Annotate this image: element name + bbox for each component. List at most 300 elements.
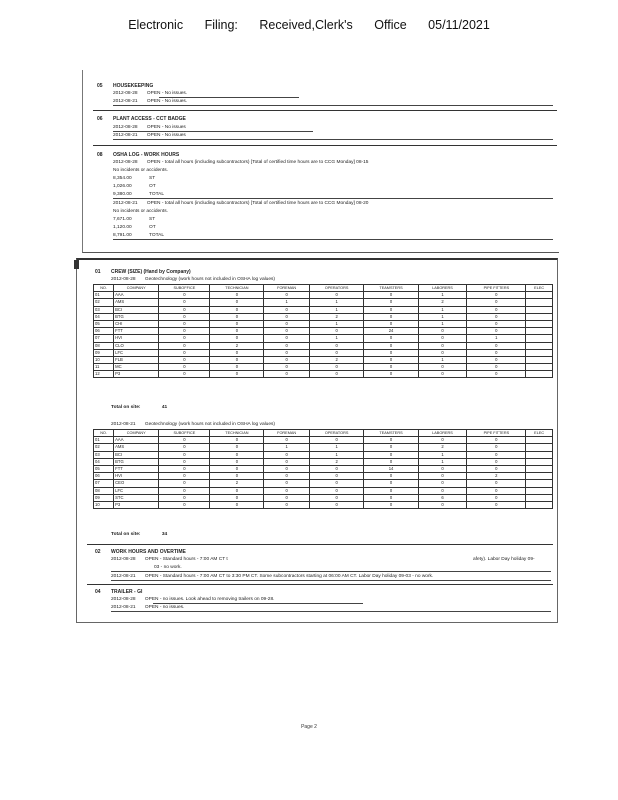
count-cell: [526, 371, 553, 378]
count-cell: 0: [159, 313, 210, 320]
crew-table-2: [93, 429, 553, 509]
row-number-cell: 06: [94, 328, 114, 335]
count-cell: 0: [467, 487, 526, 494]
hours-label: TOTAL: [149, 233, 165, 238]
count-cell: [526, 342, 553, 349]
count-cell: 1: [309, 299, 364, 306]
count-cell: 2: [418, 299, 467, 306]
log-text: OPEN - No issues: [146, 133, 186, 138]
row-number-cell: 04: [94, 458, 114, 465]
count-cell: [526, 473, 553, 480]
count-cell: 0: [418, 437, 467, 444]
count-cell: 0: [264, 292, 309, 299]
count-cell: 0: [264, 473, 309, 480]
row-number-cell: 03: [94, 451, 114, 458]
count-cell: 0: [264, 451, 309, 458]
count-cell: 2: [210, 480, 264, 487]
underline: [111, 611, 551, 612]
count-cell: 1: [418, 313, 467, 320]
count-cell: 0: [309, 465, 364, 472]
table-date: 2012-08-21: [111, 422, 136, 427]
col-header: NO.: [94, 285, 114, 292]
count-cell: 0: [467, 306, 526, 313]
count-cell: 1: [418, 320, 467, 327]
log-row: [113, 160, 368, 165]
count-cell: 0: [210, 494, 264, 501]
count-cell: 0: [210, 328, 264, 335]
count-cell: 6: [418, 494, 467, 501]
table-row: [94, 444, 553, 451]
hours-label: ST: [149, 176, 156, 181]
count-cell: 0: [264, 342, 309, 349]
total-value: 41: [161, 405, 168, 410]
count-cell: 0: [364, 292, 418, 299]
count-cell: 0: [264, 371, 309, 378]
company-cell: FLB: [114, 356, 159, 363]
table-row: [94, 480, 553, 487]
count-cell: 0: [159, 487, 210, 494]
log-text: OPEN - Standard hours - 7:00 AM CT t: [144, 557, 228, 562]
table-caption: Geotechnology (work hours not included in OSHA log values): [144, 277, 276, 282]
count-cell: 0: [210, 458, 264, 465]
log-text: OPEN - no issues. Look ahead to removing trailers on 09-28.: [144, 597, 275, 602]
log-row: [113, 99, 187, 104]
col-header: LABORERS: [418, 430, 467, 437]
section-divider: [93, 110, 557, 111]
count-cell: 0: [467, 444, 526, 451]
company-cell: BCI: [114, 306, 159, 313]
count-cell: [526, 487, 553, 494]
count-cell: 1: [418, 306, 467, 313]
count-cell: [526, 292, 553, 299]
hours-value: 8,791.00: [113, 233, 132, 238]
count-cell: 0: [159, 494, 210, 501]
row-number-cell: 02: [94, 444, 114, 451]
count-cell: 0: [159, 451, 210, 458]
count-cell: 0: [210, 320, 264, 327]
crew-table-2-body: [94, 437, 553, 509]
table-row: [94, 342, 553, 349]
company-cell: P3: [114, 501, 159, 508]
company-cell: LFC: [114, 349, 159, 356]
total-label: Total on site:: [111, 532, 141, 537]
count-cell: 0: [264, 320, 309, 327]
log-text: OPEN - total all hours (including subcontractors) [Total of certified time hours are to CCG Monday] 08-15: [146, 160, 369, 165]
company-cell: AMS: [114, 444, 159, 451]
count-cell: 0: [264, 306, 309, 313]
count-cell: 0: [210, 349, 264, 356]
count-cell: 0: [210, 335, 264, 342]
company-cell: HVI: [114, 335, 159, 342]
section-title: WORK HOURS AND OVERTIME: [111, 549, 186, 555]
count-cell: 0: [364, 349, 418, 356]
section-number: 08: [97, 152, 103, 158]
count-cell: [526, 335, 553, 342]
hours-row: [113, 192, 165, 197]
count-cell: 0: [467, 494, 526, 501]
log-date: 2012-08-28: [113, 91, 138, 96]
count-cell: 1: [418, 458, 467, 465]
col-header: TEAMSTERS: [364, 285, 418, 292]
count-cell: 0: [364, 335, 418, 342]
row-number-cell: 05: [94, 465, 114, 472]
count-cell: 0: [467, 328, 526, 335]
underline: [111, 571, 551, 572]
section-number: 06: [97, 116, 103, 122]
count-cell: 0: [210, 473, 264, 480]
count-cell: 0: [159, 465, 210, 472]
section-number: 01: [95, 269, 101, 275]
log-date: 2012-08-28: [113, 160, 138, 165]
table-row: [94, 371, 553, 378]
count-cell: 0: [264, 501, 309, 508]
count-cell: 0: [210, 299, 264, 306]
total-label: Total on site:: [111, 405, 141, 410]
log-date: 2012-08-21: [111, 605, 136, 610]
hours-value: 1,120.00: [113, 225, 132, 230]
count-cell: 0: [159, 292, 210, 299]
count-cell: 0: [210, 356, 264, 363]
count-cell: 0: [264, 335, 309, 342]
count-cell: [526, 320, 553, 327]
count-cell: 0: [364, 487, 418, 494]
log-date: 2012-08-28: [113, 125, 138, 130]
count-cell: 0: [364, 364, 418, 371]
count-cell: 0: [264, 437, 309, 444]
count-cell: 1: [309, 335, 364, 342]
col-header: OPERATORS: [309, 430, 364, 437]
count-cell: 0: [159, 480, 210, 487]
row-number-cell: 08: [94, 342, 114, 349]
clip-marker: [74, 260, 79, 269]
section-number: 05: [97, 83, 103, 89]
count-cell: 0: [309, 494, 364, 501]
hours-label: ST: [149, 217, 156, 222]
count-cell: 1: [309, 320, 364, 327]
count-cell: 0: [364, 299, 418, 306]
col-header: NO.: [94, 430, 114, 437]
table-row: [94, 292, 553, 299]
count-cell: 0: [418, 501, 467, 508]
count-cell: 0: [364, 356, 418, 363]
col-header: PIPE FITTERS: [467, 285, 526, 292]
count-cell: 24: [364, 328, 418, 335]
table-date: 2012-08-28: [111, 277, 136, 282]
company-cell: LFC: [114, 487, 159, 494]
count-cell: 1: [264, 444, 309, 451]
table-row: [94, 313, 553, 320]
table-caption-row: [111, 277, 275, 282]
count-cell: 0: [309, 349, 364, 356]
no-incidents-text: No incidents or accidents.: [113, 168, 168, 173]
count-cell: 1: [309, 444, 364, 451]
count-cell: 0: [418, 342, 467, 349]
hours-row: [113, 233, 165, 238]
hours-label: OT: [149, 184, 156, 189]
underline: [159, 97, 299, 98]
company-cell: BTG: [114, 313, 159, 320]
log-date: 2012-08-21: [111, 574, 136, 579]
count-cell: 0: [159, 364, 210, 371]
section-title: HOUSEKEEPING: [113, 83, 154, 89]
count-cell: 0: [467, 501, 526, 508]
log-row: [111, 574, 433, 579]
crew-table-1: [93, 284, 553, 378]
count-cell: [526, 444, 553, 451]
count-cell: 0: [264, 480, 309, 487]
count-cell: 0: [210, 444, 264, 451]
count-cell: 0: [364, 458, 418, 465]
report-clip-1: [82, 70, 559, 253]
log-date: 2012-08-21: [113, 201, 138, 206]
count-cell: 0: [264, 349, 309, 356]
section-title: OSHA LOG - WORK HOURS: [113, 152, 180, 158]
count-cell: 0: [418, 364, 467, 371]
count-cell: 14: [364, 465, 418, 472]
col-header: FOREMAN: [264, 285, 309, 292]
row-number-cell: 11: [94, 364, 114, 371]
count-cell: 0: [210, 487, 264, 494]
col-header: COMPANY: [114, 285, 159, 292]
hours-value: 7,671.00: [113, 217, 132, 222]
count-cell: [526, 364, 553, 371]
company-cell: AAA: [114, 437, 159, 444]
row-number-cell: 05: [94, 320, 114, 327]
count-cell: 2: [309, 313, 364, 320]
row-number-cell: 10: [94, 501, 114, 508]
table-row: [94, 335, 553, 342]
count-cell: 0: [309, 487, 364, 494]
table-row: [94, 487, 553, 494]
count-cell: 0: [159, 437, 210, 444]
count-cell: 0: [264, 328, 309, 335]
count-cell: 0: [210, 437, 264, 444]
table-row: [94, 437, 553, 444]
count-cell: [526, 328, 553, 335]
count-cell: 0: [309, 473, 364, 480]
count-cell: 0: [418, 473, 467, 480]
log-text: OPEN - no issues.: [144, 605, 185, 610]
table-row: [94, 349, 553, 356]
report-clip-2: [76, 258, 558, 623]
table-caption: Geotechnology (work hours not included in OSHA log values): [144, 422, 276, 427]
section-number: 04: [95, 589, 101, 595]
count-cell: 0: [364, 437, 418, 444]
count-cell: 0: [159, 306, 210, 313]
count-cell: 0: [264, 313, 309, 320]
count-cell: 0: [159, 299, 210, 306]
count-cell: 1: [309, 451, 364, 458]
log-date: 2012-08-28: [111, 597, 136, 602]
col-header: OPERATORS: [309, 285, 364, 292]
count-cell: [526, 480, 553, 487]
section-title: PLANT ACCESS - CCT BADGE: [113, 116, 186, 122]
crew-table-1-body: [94, 292, 553, 378]
count-cell: [526, 306, 553, 313]
hours-row: [113, 217, 156, 222]
hours-value: 1,026.00: [113, 184, 132, 189]
count-cell: 0: [418, 465, 467, 472]
total-row: [111, 532, 167, 537]
hours-row: [113, 176, 156, 181]
filing-header-part: Filing:: [204, 18, 238, 32]
count-cell: 0: [467, 342, 526, 349]
count-cell: 0: [418, 335, 467, 342]
company-cell: HVI: [114, 473, 159, 480]
count-cell: 0: [159, 501, 210, 508]
total-value: 34: [161, 532, 168, 537]
count-cell: 0: [309, 437, 364, 444]
count-cell: 0: [467, 371, 526, 378]
filing-header: [0, 18, 618, 32]
log-row: [113, 133, 186, 138]
count-cell: 0: [210, 364, 264, 371]
count-cell: 1: [418, 451, 467, 458]
total-row: [111, 405, 167, 410]
company-cell: FTT: [114, 328, 159, 335]
count-cell: 0: [467, 465, 526, 472]
count-cell: 0: [159, 356, 210, 363]
row-number-cell: 09: [94, 494, 114, 501]
company-cell: MC: [114, 364, 159, 371]
count-cell: 0: [364, 342, 418, 349]
row-number-cell: 03: [94, 306, 114, 313]
log-row: [111, 605, 184, 610]
count-cell: 0: [309, 501, 364, 508]
company-cell: CEO: [114, 480, 159, 487]
log-date: 2012-08-28: [111, 557, 136, 562]
count-cell: 0: [364, 371, 418, 378]
hours-row: [113, 225, 156, 230]
count-cell: 0: [309, 371, 364, 378]
count-cell: 0: [159, 320, 210, 327]
count-cell: 0: [264, 494, 309, 501]
row-number-cell: 01: [94, 437, 114, 444]
company-cell: AMS: [114, 299, 159, 306]
table-row: [94, 356, 553, 363]
count-cell: 0: [467, 437, 526, 444]
underline: [153, 603, 363, 604]
table-caption-row: [111, 422, 275, 427]
count-cell: [526, 349, 553, 356]
count-cell: [526, 299, 553, 306]
col-header: ELEC: [526, 285, 553, 292]
table-header-row: [94, 285, 553, 292]
section-divider: [87, 584, 553, 585]
underline: [113, 139, 553, 140]
count-cell: 0: [418, 349, 467, 356]
count-cell: 1: [309, 306, 364, 313]
underline: [113, 198, 553, 199]
count-cell: 0: [159, 342, 210, 349]
row-number-cell: 10: [94, 356, 114, 363]
count-cell: [526, 356, 553, 363]
count-cell: 1: [264, 299, 309, 306]
hours-row: [113, 184, 156, 189]
count-cell: 0: [418, 480, 467, 487]
count-cell: [526, 494, 553, 501]
count-cell: 0: [159, 458, 210, 465]
count-cell: 0: [210, 292, 264, 299]
count-cell: 0: [467, 356, 526, 363]
hours-label: OT: [149, 225, 156, 230]
col-header: TEAMSTERS: [364, 430, 418, 437]
company-cell: STC: [114, 494, 159, 501]
filing-header-part: Received,Clerk's: [259, 18, 353, 32]
log-date: 2012-08-21: [113, 133, 138, 138]
count-cell: 0: [309, 480, 364, 487]
count-cell: 0: [364, 473, 418, 480]
filing-header-date: 05/11/2021: [428, 18, 490, 32]
count-cell: 0: [159, 328, 210, 335]
count-cell: 0: [364, 494, 418, 501]
row-number-cell: 06: [94, 473, 114, 480]
count-cell: 0: [467, 292, 526, 299]
count-cell: 0: [159, 473, 210, 480]
count-cell: 2: [467, 473, 526, 480]
count-cell: [526, 501, 553, 508]
count-cell: 0: [159, 371, 210, 378]
underline: [113, 131, 313, 132]
row-number-cell: 09: [94, 349, 114, 356]
company-cell: BCI: [114, 451, 159, 458]
company-cell: FTT: [114, 465, 159, 472]
count-cell: 0: [364, 320, 418, 327]
table-row: [94, 306, 553, 313]
count-cell: 0: [418, 328, 467, 335]
page-number: Page 2: [301, 724, 317, 730]
count-cell: 0: [364, 480, 418, 487]
log-row: [111, 557, 228, 562]
company-cell: CHI: [114, 320, 159, 327]
count-cell: 0: [467, 320, 526, 327]
count-cell: 0: [210, 313, 264, 320]
row-number-cell: 12: [94, 371, 114, 378]
underline: [113, 105, 553, 106]
count-cell: 0: [264, 487, 309, 494]
table-row: [94, 473, 553, 480]
log-text: OPEN - No issues.: [146, 99, 188, 104]
underline: [113, 239, 553, 240]
row-number-cell: 07: [94, 480, 114, 487]
table-header-row: [94, 430, 553, 437]
count-cell: 2: [309, 356, 364, 363]
row-number-cell: 08: [94, 487, 114, 494]
col-header: FOREMAN: [264, 430, 309, 437]
count-cell: 1: [418, 292, 467, 299]
count-cell: 0: [467, 349, 526, 356]
count-cell: 0: [364, 444, 418, 451]
company-cell: P3: [114, 371, 159, 378]
col-header: COMPANY: [114, 430, 159, 437]
count-cell: 0: [418, 487, 467, 494]
underline: [111, 580, 551, 581]
count-cell: 0: [364, 306, 418, 313]
count-cell: 0: [467, 313, 526, 320]
count-cell: 1: [418, 356, 467, 363]
count-cell: 0: [309, 292, 364, 299]
count-cell: 0: [364, 313, 418, 320]
count-cell: [526, 313, 553, 320]
count-cell: 0: [309, 342, 364, 349]
count-cell: 0: [264, 465, 309, 472]
col-header: SUBOFFICE: [159, 285, 210, 292]
row-number-cell: 04: [94, 313, 114, 320]
col-header: SUBOFFICE: [159, 430, 210, 437]
log-row: [111, 597, 274, 602]
count-cell: [526, 465, 553, 472]
count-cell: 0: [364, 451, 418, 458]
